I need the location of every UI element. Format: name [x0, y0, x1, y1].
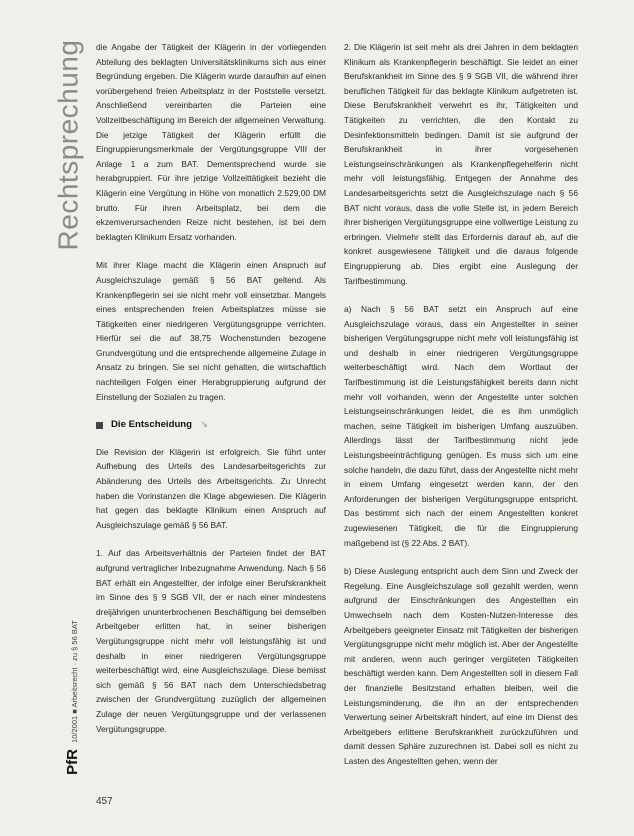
paragraph: Die Revision der Klägerin ist erfolgreich. Sie führt unter Aufhebung des Urteils des Landesarbeitsgerichts zur Abänderung des Urteils des Arbeitsgerichts. Zu Unrecht haben die Vorinstanzen die Klage abgewiesen. Die Klägerin hat gegen das beklagte Klinikum einen Anspruch auf Ausgleichszulage gemäß § 56 BAT. [96, 446, 326, 530]
paragraph: b) Diese Auslegung entspricht auch dem Sinn und Zweck der Regelung. Eine Ausgleichszulage soll gezahlt werden, wenn aufgrund der Einschränkungen des Angestellten ein Umwechseln nach dem Kosten-Nutzen-Interesse des Arbeitgebers geeigneter Einsatz mit Tätigkeiten der bisherigen Vergütungsgruppe nicht mehr möglich ist. Aber der Angestellte mit anderen, wenn auch geringer vergüteten Tätigkeiten beschäftigt werden kann. Dem Angestellten soll in diesem Fall der finanzielle Besitzstand erhalten bleiben, weil die Leistungsminderung, die ihn an der entsprechenden Verwertung seiner Arbeitskraft hindert, auf eine im Dienst des Arbeitgebers erlittene Berufskrankheit zurückzuführen und damit dessen Sphäre zuzurechnen ist. Dabei soll es nicht zu Lasten des Angestellten gehen, wenn der [344, 566, 578, 766]
section-title-text: Rechtsprechung [52, 39, 83, 251]
page-number: 457 [96, 796, 113, 807]
journal-section: Arbeitsrecht · zu § 56 BAT [69, 619, 79, 708]
square-bullet-icon [96, 422, 103, 429]
journal-footer [60, 619, 84, 775]
paragraph: 1. Auf das Arbeitsverhältnis der Parteien findet der BAT aufgrund vertraglicher Inbezugnahme Anwendung. Nach § 56 BAT erhält ein Angestellter, der infolge einer Berufskrankheit im Sinne des § 9 SGB VII, der er nach einer mindestens dreijährigen ununterbrochenen Beschäftigung bei demselben Arbeitgeber erlitten hat, in seiner bisherigen Vergütungsgruppe nicht mehr voll leistungsfähig ist und deshalb in einer niedrigeren Vergütungsgruppe weiterbeschäftigt wird, eine Ausgleichszulage. Diese bemisst sich gemäß § 56 BAT nach dem Unterschiedsbetrag zwischen der Grundvergütung zuzüglich der allgemeinen Zulage der neuen Vergütungsgruppe und der verlassenen Vergütungsgruppe. [96, 548, 326, 734]
journal-name: PfR [63, 748, 81, 775]
section-title-vertical [48, 30, 88, 260]
journal-issue: 10/2001 [69, 715, 79, 743]
right-column [344, 40, 578, 783]
paragraph: a) Nach § 56 BAT setzt ein Anspruch auf eine Ausgleichszulage voraus, dass ein Angestellter in seiner bisherigen Vergütungsgruppe nicht mehr voll leistungsfähig ist und deshalb in einer niedrigeren Vergütungsgruppe weiterbeschäftigt wird. Nach dem Wortlaut der Tarifbestimmung ist die Leistungsfähigkeit bereits dann nicht mehr voll vorhanden, wenn der Angestellte unter solchen Leistungseinschränkungen leidet, die es ihm unmöglich machen, seine Tätigkeit im bisherigen Umfang auszuüben. Allerdings lässt der Tarifbestimmung nicht jede Leistungsbeeinträchtigung genügen. Es muss sich um eine solche handeln, die dazu führt, dass der Angestellte nicht mehr in einem Umfang eingesetzt werden kann, der den Anforderungen der bisherigen Vergütungsgruppe entspricht. Das bestimmt sich nach der einem Angestellten konkret zugewiesenen Tätigkeit, die für die Eingruppierung maßgebend ist (§ 22 Abs. 2 BAT). [344, 304, 578, 548]
section-heading-text: Die Entscheidung [111, 419, 193, 431]
paragraph: Mit ihrer Klage macht die Klägerin einen Anspruch auf Ausgleichszulage gemäß § 56 BAT geltend. Als Krankenpflegerin sei sie nicht mehr voll einsetzbar. Mangels eines entsprechenden freien Arbeitsplatzes müsse sie Tätigkeiten einer niedrigeren Vergütungsgruppe verrichten. Hierfür sei die auf 38,75 Wochenstunden bezogene Grundvergütung und die entsprechende allgemeine Zulage in Ansatz zu bringen. Sie sei nicht gehalten, die wirtschaftlich nachteiligen Folgen einer Herabgruppierung aufgrund der Einstellung der Sozialen zu tragen. [96, 260, 326, 402]
arrow-right-icon: ↘ [200, 419, 209, 431]
section-heading [96, 418, 326, 433]
footer-separator: ■ [69, 708, 79, 714]
paragraph: die Angabe der Tätigkeit der Klägerin in der vorliegenden Abteilung des beklagten Universitätsklinikums sich aus einer Begründung ergeben. Die Klägerin wurde daraufhin auf einen vorübergehend freien Arbeitsplatz in der Poststelle versetzt. Anschließend vereinbarten die Parteien eine Vollzeitbeschäftigung im Bereich der allgemeinen Verwaltung. Die jetzige Tätigkeit der Klägerin erfüllt die Eingruppierungsmerkmale der Vergütungsgruppe VIII der Anlage 1 a zum BAT. Dementsprechend wurde sie herabgruppiert. Für ihre jetzige Vollzeittätigkeit bezieht die Klägerin eine Vergütung in Höhe von monatlich 2.529,00 DM brutto. Für ihren Arbeitsplatz, bei dem die ekzemverursachenden Reize nicht bestehen, ist bei dem beklagten Klinikum Ersatz vorhanden. [96, 42, 326, 242]
left-column [96, 40, 326, 750]
paragraph: 2. Die Klägerin ist seit mehr als drei Jahren in dem beklagten Klinikum als Krankenpflegerin beschäftigt. Sie leidet an einer Berufskrankheit im Sinne des § 9 SGB VII, die während ihrer beruflichen Tätigkeit für das beklagte Klinikum aufgetreten ist. Diese Berufskrankheit verwehrt es ihr, Tätigkeiten und Tätigkeiten zu verrichten, die den Kontakt zu Desinfektionsmitteln bedingen. Damit ist sie aufgrund der Berufskrankheit in ihrer vorgesehenen Leistungseinschränkungen als Krankenpflegehelferin nicht mehr voll leistungsfähig. Entgegen der Annahme des Landesarbeitsgerichts setzt die Ausgleichszulage nach § 56 BAT nicht voraus, dass die volle Stelle ist, in jedem Bereich ihrer bisherigen Vergütungsgruppe eine vollwertige Leistung zu erbringen. Vielmehr stellt das Erfordernis darauf ab, auf die konkret ausgewiesene Tätigkeit und die daraus folgende Eingruppierung ab. Dies ergibt eine Auslegung der Tarifbestimmung. [344, 42, 578, 286]
